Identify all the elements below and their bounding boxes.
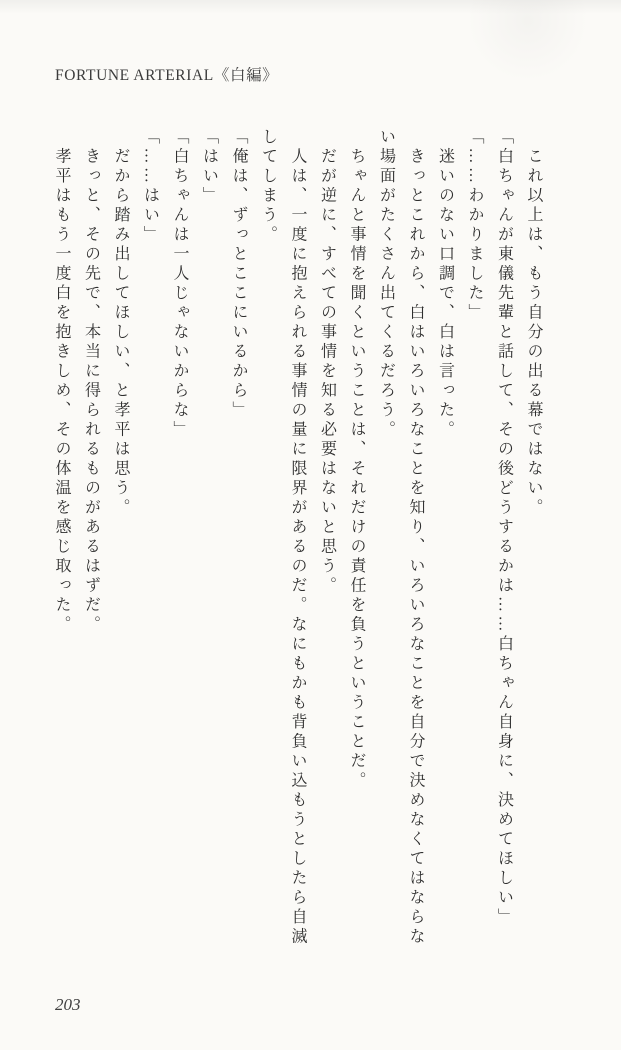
paragraph-dialogue: 「……わかりました」 (466, 128, 483, 323)
paragraph-dialogue: 「白ちゃんは一人じゃないからな」 (171, 128, 188, 440)
paragraph-dialogue: 「……はい」 (141, 128, 159, 245)
paragraph-dialogue: 「白ちゃんが東儀先輩と話して、その後どうするかは……白ちゃん自身に、決めてほしい」 (495, 128, 513, 928)
paragraph-narration: だが逆に、すべての事情を知る必要はないと思う。 (318, 128, 336, 596)
paragraph-narration: きっと、その先で、本当に得られるものがあるはずだ。 (82, 128, 100, 635)
running-header: FORTUNE ARTERIAL《白編》 (55, 67, 279, 84)
paragraph-dialogue: 「俺は、ずっとここにいるから」 (230, 128, 247, 421)
paragraph-narration: ちゃんと事情を聞くということは、それだけの責任を負うということだ。 (348, 128, 365, 791)
paragraph-narration: 迷いのない口調で、白は言った。 (436, 128, 454, 440)
paragraph-narration: 孝平はもう一度白を抱きしめ、その体温を感じ取った。 (53, 128, 70, 635)
page-number: 203 (55, 995, 81, 1014)
paragraph-dialogue: 「はい」 (200, 128, 218, 206)
paragraph-narration: 人は、一度に抱えられる事情の量に限界があるのだ。なにもかも背負い込もうとしたら自滅してしまう。 (259, 128, 306, 947)
paragraph-narration: きっとこれから、白はいろいろなことを知り、いろいろなことを自分で決めなくてはならない場面がたくさん出てくるだろう。 (377, 128, 424, 947)
paragraph-narration: これ以上は、もう自分の出る幕ではない。 (525, 128, 542, 518)
novel-text-block (47, 128, 549, 950)
paragraph-narration: だから踏み出してほしい、と孝平は思う。 (112, 128, 129, 518)
